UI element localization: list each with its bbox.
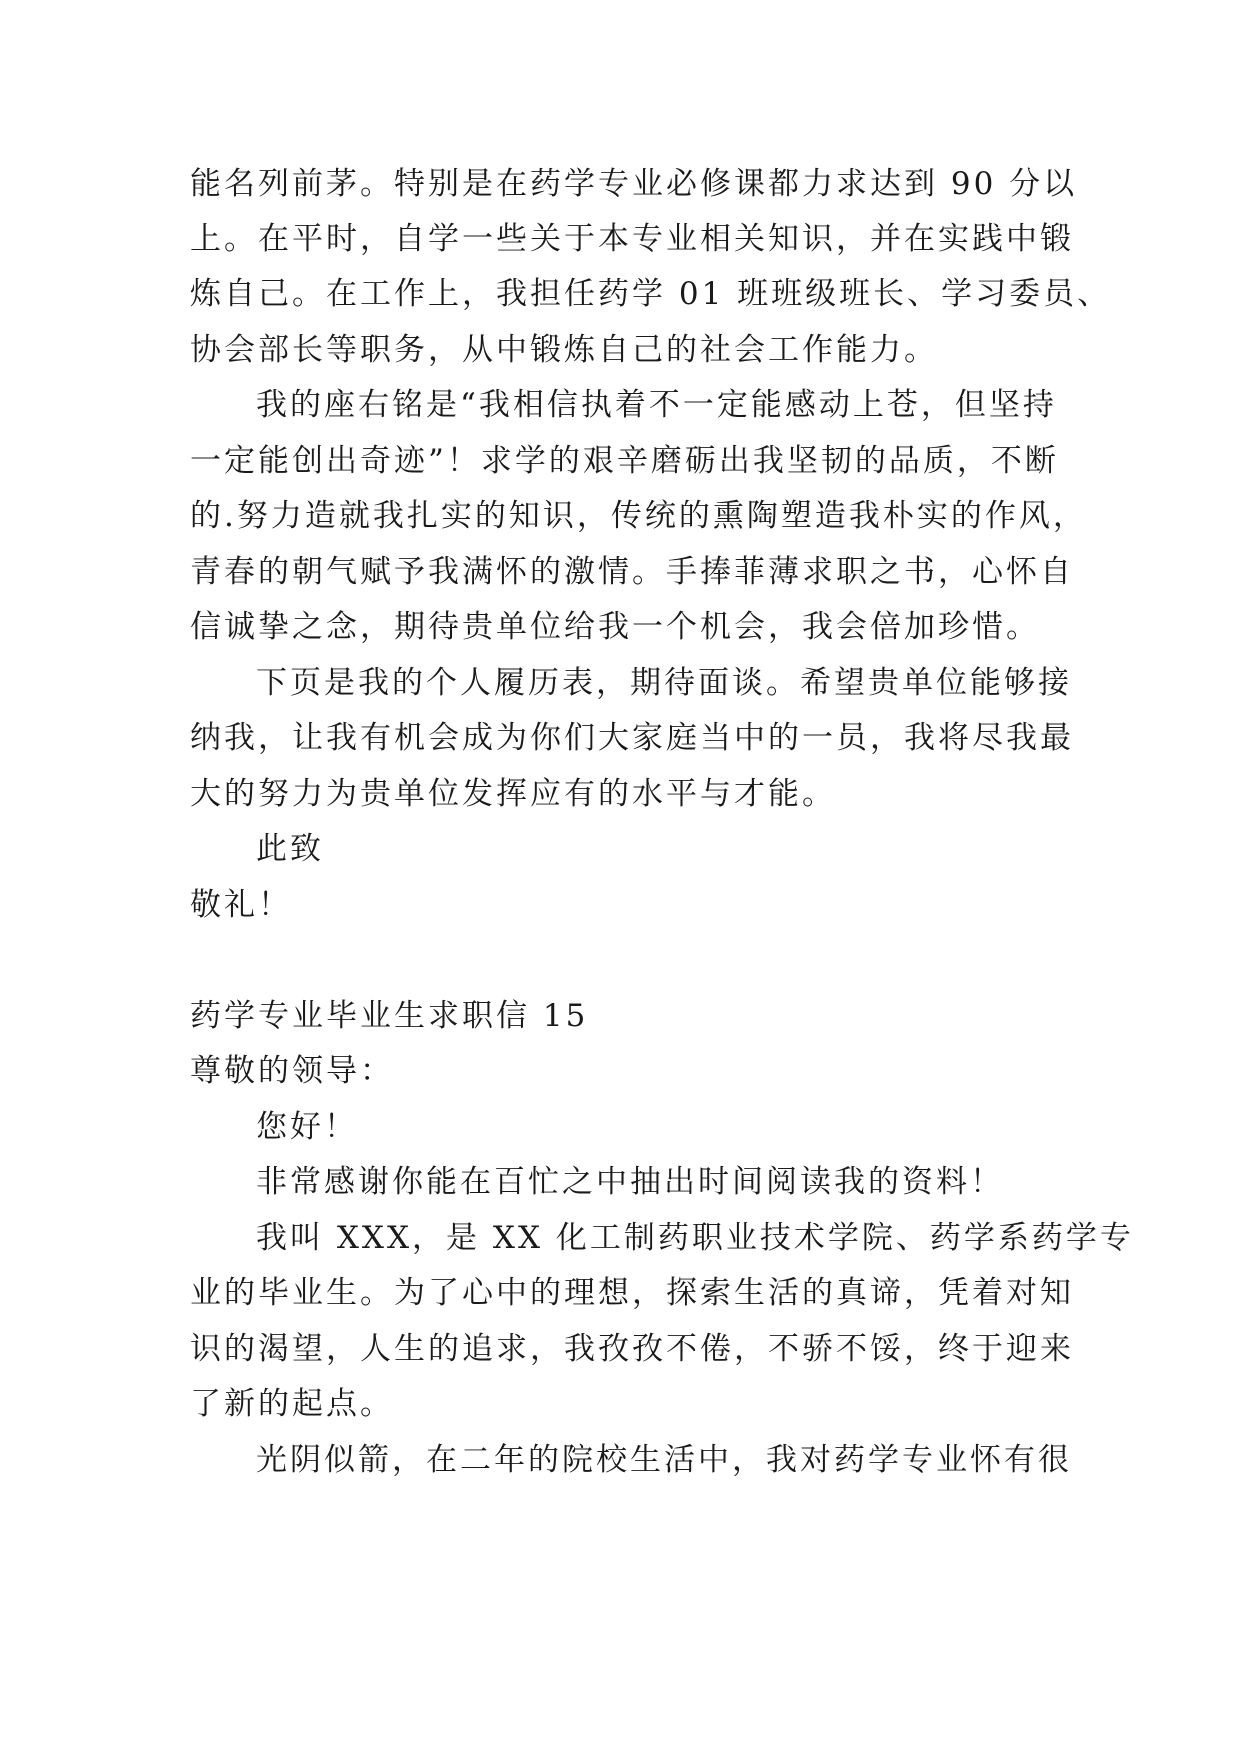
paragraph-line: 光阴似箭，在二年的院校生活中，我对药学专业怀有很 [256, 1442, 1072, 1478]
paragraph-line: 一定能创出奇迹”！求学的艰辛磨砺出我坚韧的品质，不断 [190, 443, 1059, 479]
paragraph-line: 信诚挚之念，期待贵单位给我一个机会，我会倍加珍惜。 [190, 609, 1040, 645]
paragraph-line: 协会部长等职务，从中锻炼自己的社会工作能力。 [190, 332, 938, 368]
closing-line: 此致 [256, 831, 324, 867]
letter-title: 药学专业毕业生求职信 15 [190, 998, 589, 1034]
addressee-line: 尊敬的领导： [190, 1053, 394, 1089]
paragraph-line: 下页是我的个人履历表，期待面谈。希望贵单位能够接 [256, 665, 1072, 701]
paragraph-line: 青春的朝气赋予我满怀的激情。手捧菲薄求职之书，心怀自 [190, 554, 1074, 590]
greeting-line: 您好！ [256, 1109, 358, 1145]
paragraph-line: 非常感谢你能在百忙之中抽出时间阅读我的资料！ [256, 1164, 1004, 1200]
paragraph-line: 我叫 XXX，是 XX 化工制药职业技术学院、药学系药学专 [256, 1220, 1134, 1256]
paragraph-line: 业的毕业生。为了心中的理想，探索生活的真谛，凭着对知 [190, 1275, 1074, 1311]
paragraph-line: 炼自己。在工作上，我担任药学 01 班班级班长、学习委员、 [190, 276, 1112, 312]
paragraph-line: 上。在平时，自学一些关于本专业相关知识，并在实践中锻 [190, 221, 1074, 257]
paragraph-line: 纳我，让我有机会成为你们大家庭当中的一员，我将尽我最 [190, 720, 1074, 756]
paragraph-line: 识的渴望，人生的追求，我孜孜不倦，不骄不馁，终于迎来 [190, 1331, 1074, 1367]
paragraph-line: 我的座右铭是“我相信执着不一定能感动上苍，但坚持 [256, 387, 1057, 423]
paragraph-line: 能名列前茅。特别是在药学专业必修课都力求达到 90 分以 [190, 166, 1078, 202]
paragraph-line: 的.努力造就我扎实的知识，传统的熏陶塑造我朴实的作风， [190, 498, 1087, 534]
salutation-line: 敬礼！ [190, 887, 292, 923]
paragraph-line: 了新的起点。 [190, 1386, 394, 1422]
paragraph-line: 大的努力为贵单位发挥应有的水平与才能。 [190, 776, 836, 812]
